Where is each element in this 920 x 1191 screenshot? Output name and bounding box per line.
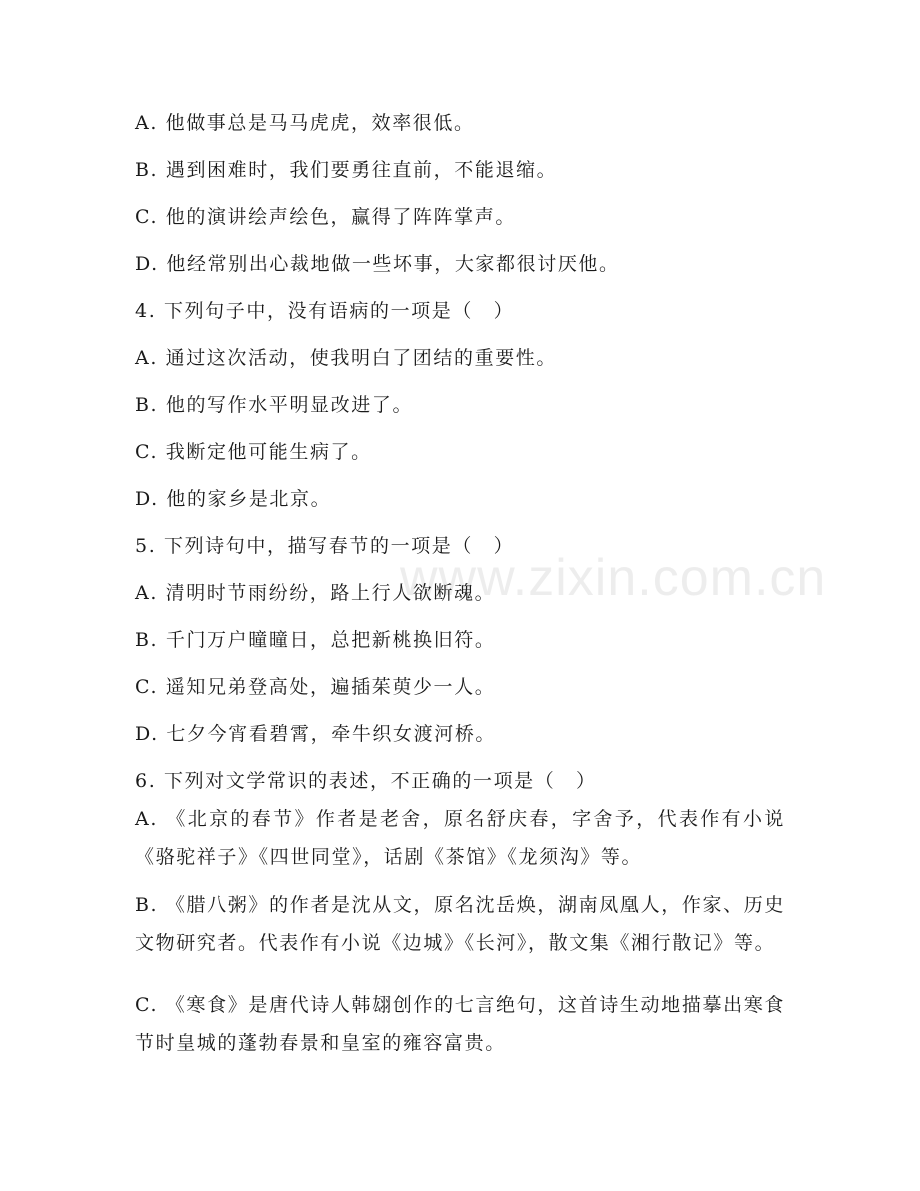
option-c-q5: C. 遥知兄弟登高处，遍插茱萸少一人。 bbox=[135, 676, 496, 698]
watermark: www.zixin.com.cn bbox=[400, 549, 827, 607]
option-b-q3: B. 遇到困难时，我们要勇往直前，不能退缩。 bbox=[135, 159, 558, 181]
option-a-q5: A. 清明时节雨纷纷，路上行人欲断魂。 bbox=[135, 582, 496, 604]
option-b-q5: B. 千门万户曈曈日，总把新桃换旧符。 bbox=[135, 629, 496, 651]
option-b-q4: B. 他的写作水平明显改进了。 bbox=[135, 394, 414, 416]
option-d-q4: D. 他的家乡是北京。 bbox=[135, 488, 332, 510]
question-5: 5. 下列诗句中，描写春节的一项是（ ） bbox=[135, 535, 515, 557]
option-a-q6: A. 《北京的春节》作者是老舍，原名舒庆春，字舍予，代表作有小说《骆驼祥子》《四世同堂》，话剧《茶馆》《龙须沟》等。 bbox=[135, 808, 785, 868]
question-4: 4. 下列句子中，没有语病的一项是（ ） bbox=[135, 300, 515, 322]
option-d-q5: D. 七夕今宵看碧霄，牵牛织女渡河桥。 bbox=[135, 723, 497, 745]
question-6: 6. 下列对文学常识的表述，不正确的一项是（ ） bbox=[135, 770, 597, 792]
option-d-q3: D. 他经常别出心裁地做一些坏事，大家都很讨厌他。 bbox=[135, 253, 620, 275]
option-a-q3: A. 他做事总是马马虎虎，效率很低。 bbox=[135, 112, 475, 134]
option-c-q6: C. 《寒食》是唐代诗人韩翃创作的七言绝句，这首诗生动地描摹出寒食节时皇城的蓬勃春景和皇室的雍容富贵。 bbox=[135, 994, 785, 1054]
option-a-q4: A. 通过这次活动，使我明白了团结的重要性。 bbox=[135, 347, 558, 369]
option-c-q4: C. 我断定他可能生病了。 bbox=[135, 441, 372, 463]
option-c-q3: C. 他的演讲绘声绘色，赢得了阵阵掌声。 bbox=[135, 206, 516, 228]
option-b-q6: B. 《腊八粥》的作者是沈从文，原名沈岳焕，湖南凤凰人，作家、历史文物研究者。代表作有小说《边城》《长河》，散文集《湘行散记》等。 bbox=[135, 894, 785, 954]
